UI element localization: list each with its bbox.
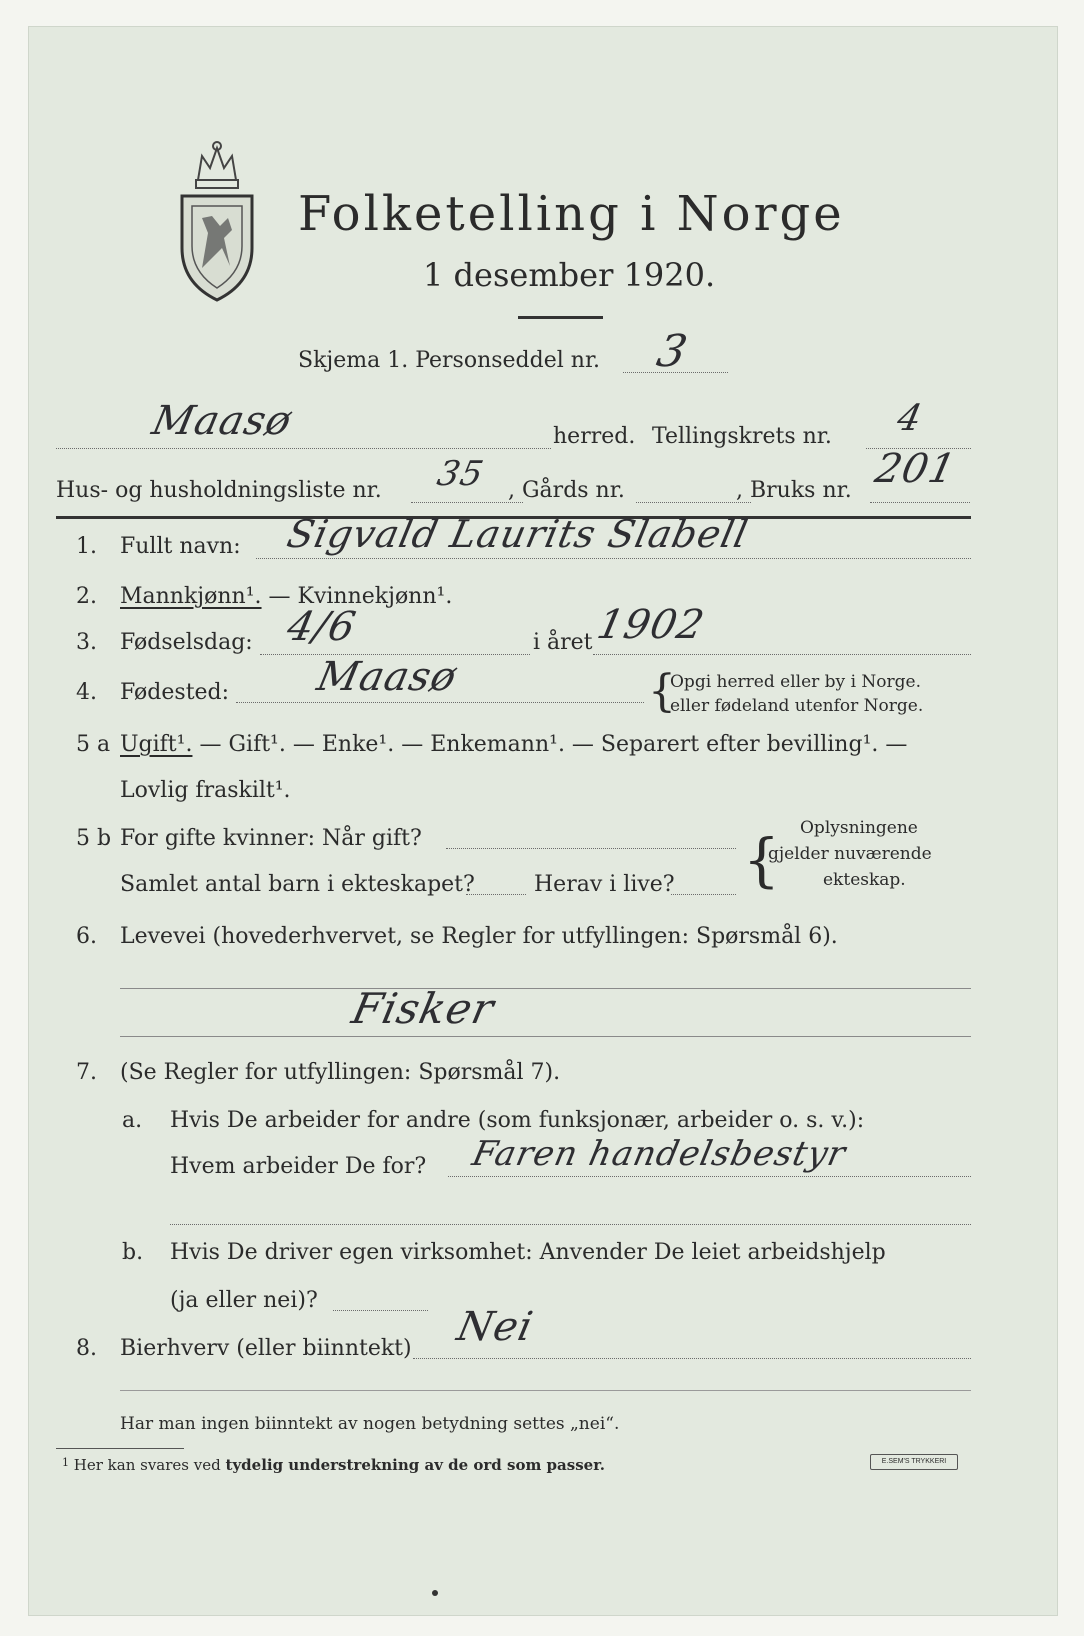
- q5b-brace: {: [743, 826, 780, 894]
- year-field-line: [593, 654, 971, 655]
- gards-label: , Gårds nr.: [508, 478, 625, 503]
- herred-label: herred.: [553, 424, 636, 449]
- q1-label: Fullt navn:: [120, 534, 241, 559]
- gards-field-line: [636, 502, 751, 503]
- q4-note-1: Opgi herred eller by i Norge.: [670, 672, 921, 692]
- footnote-text: Her kan svares ved: [73, 1456, 221, 1474]
- husliste-label: Hus- og husholdningsliste nr.: [56, 478, 382, 503]
- q6-field-line-2: [120, 1036, 971, 1037]
- schema-label: Skjema 1. Personseddel nr.: [298, 348, 601, 373]
- husliste-field-line: [411, 502, 523, 503]
- q4-note-2: eller fødeland utenfor Norge.: [670, 696, 924, 716]
- q5b-note-1: Oplysningene: [800, 818, 918, 838]
- q4-field-line: [236, 702, 644, 703]
- q7-label: (Se Regler for utfyllingen: Spørsmål 7).: [120, 1060, 561, 1085]
- q5a-line1: [120, 732, 907, 757]
- q3-label: Fødselsdag:: [120, 630, 253, 655]
- q4-number: 4.: [76, 680, 97, 705]
- children-total-field-line: [466, 894, 526, 895]
- q8-label: Bierhverv (eller biinntekt): [120, 1336, 412, 1361]
- q8-field-line-2: [120, 1390, 971, 1391]
- side-income-value[interactable]: Nei: [453, 1304, 538, 1350]
- employer-field-line: [448, 1176, 971, 1177]
- q7a-label-2: Hvem arbeider De for?: [170, 1154, 427, 1179]
- bruks-value[interactable]: 201: [871, 446, 961, 492]
- occupation-value[interactable]: Fisker: [347, 984, 499, 1033]
- footnote-rule: [56, 1448, 184, 1449]
- q7-number: 7.: [76, 1060, 97, 1085]
- q6-field-line-1: [120, 988, 971, 989]
- q5b-note-3: ekteskap.: [823, 870, 906, 890]
- herred-value[interactable]: Maasø: [148, 398, 297, 444]
- form-title: Folketelling i Norge: [298, 186, 845, 242]
- bruks-label: , Bruks nr.: [736, 478, 852, 503]
- printer-stamp-text: E.SEM'S TRYKKERI: [881, 1458, 947, 1465]
- q7b-label-2: (ja eller nei)?: [170, 1288, 318, 1313]
- q7a-letter: a.: [122, 1108, 143, 1133]
- footnote-number: 1: [62, 1456, 69, 1469]
- employer-field-line-2: [170, 1224, 971, 1225]
- full-name-value[interactable]: Sigvald Laurits Slabell: [283, 512, 753, 556]
- q5b-number: 5 b: [76, 826, 112, 851]
- herred-field-line: [56, 448, 551, 449]
- tellingskrets-label: Tellingskrets nr.: [652, 424, 832, 449]
- divorced-option[interactable]: Lovlig fraskilt¹.: [120, 778, 291, 803]
- children-alive-label: Herav i live?: [534, 872, 675, 897]
- side-income-field-line: [413, 1358, 971, 1359]
- q6-label: Levevei (hovederhvervet, se Regler for utfyllingen: Spørsmål 6).: [120, 924, 838, 949]
- unmarried-option[interactable]: Ugift¹.: [120, 732, 193, 757]
- q4-label: Fødested:: [120, 680, 230, 705]
- q7a-label-1: Hvis De arbeider for andre (som funksjonær, arbeider o. s. v.):: [170, 1108, 865, 1133]
- q6-number: 6.: [76, 924, 97, 949]
- title-divider: [518, 316, 603, 319]
- employer-value[interactable]: Faren handelsbestyr: [468, 1134, 850, 1174]
- footnote-bold-text: tydelig understrekning av de ord som passer.: [225, 1456, 605, 1474]
- census-date: 1 desember 1920.: [423, 256, 716, 294]
- tellingskrets-value[interactable]: 4: [893, 398, 927, 439]
- q1-number: 1.: [76, 534, 97, 559]
- male-option[interactable]: Mannkjønn¹.: [120, 584, 262, 609]
- marital-options[interactable]: — Gift¹. — Enke¹. — Enkemann¹. — Separert efter bevilling¹. —: [199, 732, 908, 757]
- q2-separator: —: [268, 584, 291, 609]
- bruks-field-line: [870, 502, 970, 503]
- q5b-note-2: gjelder nuværende: [768, 844, 932, 864]
- q7b-label-1: Hvis De driver egen virksomhet: Anvender De leiet arbeidshjelp: [170, 1240, 886, 1265]
- birthplace-value[interactable]: Maasø: [313, 654, 462, 700]
- year-label: i året: [533, 630, 593, 655]
- q7b-letter: b.: [122, 1240, 144, 1265]
- female-option[interactable]: Kvinnekjønn¹.: [297, 584, 453, 609]
- punch-hole: [432, 1590, 438, 1596]
- schema-value[interactable]: 3: [652, 326, 693, 377]
- no-income-note: Har man ingen biinntekt av nogen betydning settes „nei“.: [120, 1414, 620, 1434]
- children-alive-field-line: [671, 894, 736, 895]
- birth-year-value[interactable]: 1902: [593, 602, 709, 648]
- printer-stamp: [870, 1454, 958, 1470]
- children-total-label: Samlet antal barn i ekteskapet?: [120, 872, 475, 897]
- census-form: [28, 26, 1058, 1616]
- married-when-field-line: [446, 848, 736, 849]
- q5a-number: 5 a: [76, 732, 111, 757]
- q2-number: 2.: [76, 584, 97, 609]
- married-when-label: For gifte kvinner: Når gift?: [120, 826, 422, 851]
- birthdate-value[interactable]: 4/6: [283, 604, 361, 650]
- q3-number: 3.: [76, 630, 97, 655]
- coat-of-arms-icon: [178, 138, 256, 303]
- q1-field-line: [256, 558, 971, 559]
- footnote: [62, 1456, 605, 1474]
- q2-line: [120, 584, 452, 609]
- hired-help-field-line: [333, 1310, 428, 1311]
- q4-brace: {: [648, 666, 676, 717]
- q8-number: 8.: [76, 1336, 97, 1361]
- husliste-value[interactable]: 35: [433, 454, 488, 494]
